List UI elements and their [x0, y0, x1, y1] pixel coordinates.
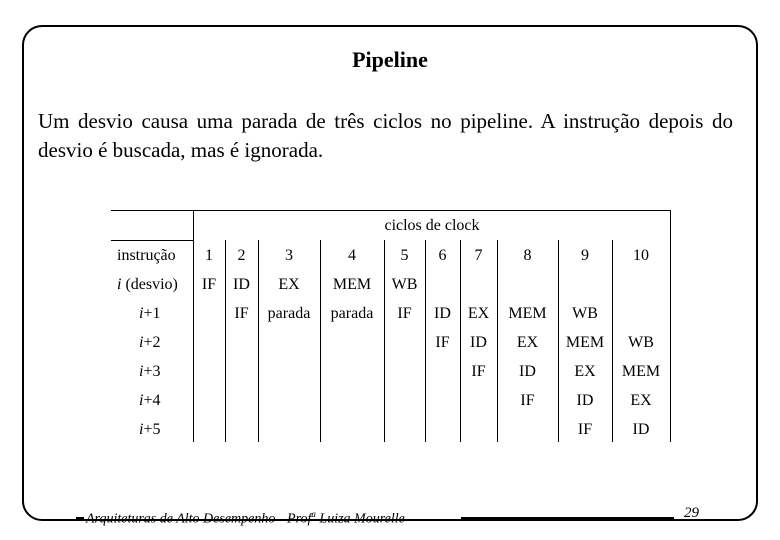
row-label-suffix: +3: [143, 363, 161, 380]
stage-cell: WB: [628, 334, 654, 351]
stage-cell: MEM: [332, 276, 372, 293]
footer-rule-right: [461, 517, 674, 519]
row-label: [139, 334, 160, 352]
footer-superscript: a: [311, 509, 316, 519]
row-label: [139, 305, 160, 323]
stage-cell: IF: [520, 392, 535, 409]
cycle-number: 6: [438, 247, 447, 264]
stage-cell: ID: [233, 276, 250, 293]
stage-cell: ID: [519, 363, 536, 380]
stage-cell: IF: [577, 421, 593, 438]
stage-cell: EX: [516, 334, 539, 351]
stage-cell: parada: [267, 305, 311, 322]
cycle-number: 9: [581, 247, 589, 264]
footer-author-name: Luiza Mourelle: [315, 511, 405, 527]
page-number: 29: [684, 505, 699, 521]
stage-cell: IF: [234, 305, 249, 322]
stage-cell: EX: [278, 276, 300, 293]
row-label-suffix: +1: [143, 305, 161, 322]
table-top-rule: [111, 210, 670, 211]
row-label-suffix: (desvio): [121, 276, 178, 293]
cycle-number: 8: [523, 247, 532, 264]
row-label: [139, 392, 160, 410]
row-label-suffix: +5: [143, 421, 161, 438]
table-column-divider: [320, 240, 321, 442]
stage-cell: ID: [470, 334, 487, 351]
cycle-number: 1: [205, 247, 213, 264]
stage-cell: IF: [435, 334, 450, 351]
stage-cell: MEM: [621, 363, 661, 380]
table-column-divider: [612, 240, 613, 442]
table-right-border: [670, 210, 671, 442]
row-label-index: i: [139, 421, 144, 438]
stage-cell: EX: [630, 392, 652, 409]
stage-cell: WB: [572, 305, 598, 322]
row-label-suffix: +2: [143, 334, 161, 351]
footer-text: [86, 509, 405, 528]
footer-rule-left: [76, 517, 84, 519]
row-label-suffix: +4: [143, 392, 161, 409]
table-column-divider: [558, 240, 559, 442]
row-label-index: i: [139, 392, 144, 409]
stage-cell: MEM: [565, 334, 605, 351]
cycle-number: 10: [633, 247, 649, 264]
cycle-number: 5: [400, 247, 409, 264]
table-header-instruction: instrução: [117, 247, 176, 264]
table-column-divider: [425, 240, 426, 442]
stage-cell: ID: [632, 421, 650, 438]
cycle-number: 2: [237, 247, 246, 264]
table-divider-labels: [193, 210, 194, 442]
stage-cell: EX: [467, 305, 490, 322]
stage-cell: MEM: [508, 305, 547, 322]
table-column-divider: [497, 240, 498, 442]
row-label-index: i: [139, 305, 144, 322]
table-column-divider: [258, 240, 259, 442]
stage-cell: ID: [434, 305, 451, 322]
row-label: [117, 276, 178, 294]
stage-cell: IF: [201, 276, 217, 293]
cycle-number: 4: [348, 247, 356, 264]
slide-paragraph: Um desvio causa uma parada de três ciclos no pipeline. A instrução depois do desvio é buscada, mas é ignorada.: [38, 109, 733, 162]
row-label-index: i: [117, 276, 122, 293]
table-header-rule-left: [111, 240, 193, 241]
stage-cell: WB: [391, 276, 418, 293]
footer-author: Arquiteturas de Alto Desempenho - Prof: [86, 511, 312, 527]
row-label-index: i: [139, 334, 144, 351]
stage-cell: IF: [397, 305, 412, 322]
cycle-number: 3: [285, 247, 293, 264]
slide-title: Pipeline: [352, 47, 428, 72]
stage-cell: IF: [471, 363, 486, 380]
table-column-divider: [460, 240, 461, 442]
stage-cell: parada: [330, 305, 374, 322]
cycle-number: 7: [474, 247, 483, 264]
row-label-index: i: [139, 363, 144, 380]
row-label: [139, 363, 160, 381]
table-column-divider: [384, 240, 385, 442]
table-column-divider: [225, 240, 226, 442]
row-label: [139, 421, 160, 439]
stage-cell: EX: [574, 363, 596, 380]
stage-cell: ID: [576, 392, 594, 409]
table-group-header: ciclos de clock: [384, 217, 480, 234]
